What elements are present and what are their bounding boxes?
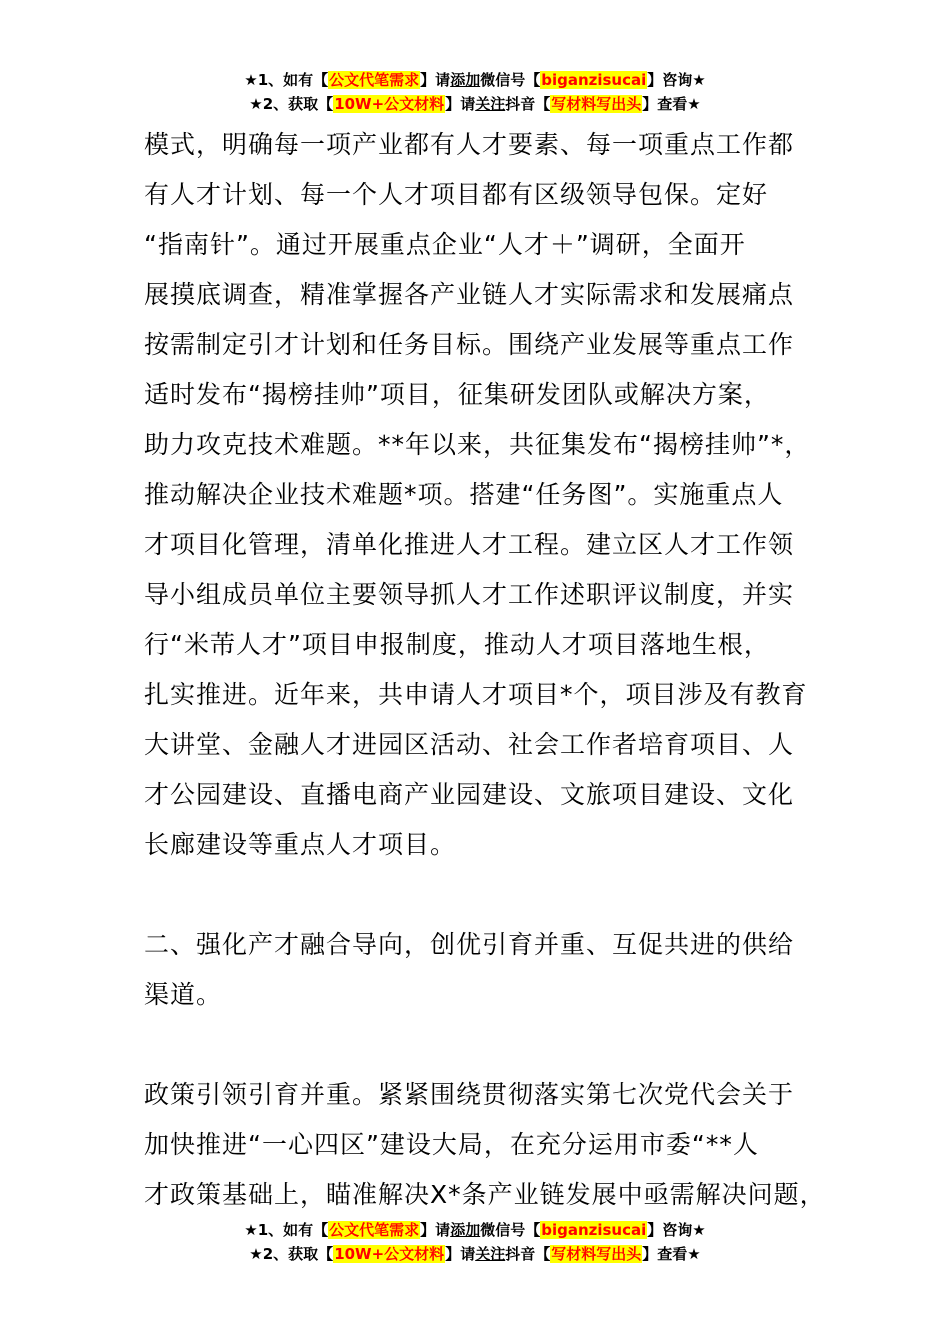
- heading-line: 渠道。: [144, 980, 223, 1009]
- body-line: 才政策基础上，瞄准解决X*条产业链发展中亟需解决问题，: [144, 1180, 826, 1209]
- body-line: 按需制定引才计划和任务目标。围绕产业发展等重点工作: [144, 330, 795, 359]
- paragraph-block-3: [144, 1070, 834, 1220]
- header-banner: [0, 68, 950, 116]
- banner-line-2: [0, 92, 950, 116]
- banner-text: ★1、如有【: [244, 1221, 329, 1239]
- body-line: “指南针”。通过开展重点企业“人才＋”调研，全面开: [144, 230, 746, 259]
- banner-highlight: 写材料写出头: [551, 1245, 642, 1263]
- banner-text: 】咨询★: [647, 1221, 706, 1239]
- body-line: 加快推进“一心四区”建设大局，在充分运用市委“**人: [144, 1130, 759, 1159]
- banner-text: 微信号【: [480, 71, 541, 89]
- paragraph-gap: [144, 870, 834, 920]
- banner-highlight: biganzisucai: [541, 71, 647, 89]
- section-heading: [144, 920, 834, 1020]
- banner-highlight: biganzisucai: [541, 1221, 647, 1239]
- body-line: 才项目化管理，清单化推进人才工程。建立区人才工作领: [144, 530, 795, 559]
- banner-highlight: 10W+公文材料: [334, 1245, 445, 1263]
- body-line: 行“米芾人才”项目申报制度，推动人才项目落地生根，: [144, 630, 770, 659]
- banner-line-1: [0, 68, 950, 92]
- banner-line-2: [0, 1242, 950, 1266]
- banner-text: 】请: [420, 1221, 451, 1239]
- banner-text: ★2、获取【: [249, 95, 334, 113]
- body-line: 模式，明确每一项产业都有人才要素、每一项重点工作都: [144, 130, 795, 159]
- banner-text: 】查看★: [642, 1245, 701, 1263]
- paragraph-block-1: [144, 120, 834, 870]
- banner-line-1: [0, 1218, 950, 1242]
- banner-text: 抖音【: [505, 95, 551, 113]
- banner-underline: 添加: [450, 71, 481, 89]
- body-line: 长廊建设等重点人才项目。: [144, 830, 457, 859]
- body-line: 推动解决企业技术难题*项。搭建“任务图”。实施重点人: [144, 480, 784, 509]
- body-line: 适时发布“揭榜挂帅”项目，征集研发团队或解决方案，: [144, 380, 770, 409]
- paragraph-gap: [144, 1020, 834, 1070]
- document-body: [144, 120, 834, 1220]
- banner-text: 】请: [445, 95, 476, 113]
- banner-text: 抖音【: [505, 1245, 551, 1263]
- body-line: 政策引领引育并重。紧紧围绕贯彻落实第七次党代会关于: [144, 1080, 795, 1109]
- banner-text: ★2、获取【: [249, 1245, 334, 1263]
- body-line: 助力攻克技术难题。**年以来，共征集发布“揭榜挂帅”*，: [144, 430, 811, 459]
- body-line: 展摸底调查，精准掌握各产业链人才实际需求和发展痛点: [144, 280, 795, 309]
- banner-text: 】请: [445, 1245, 476, 1263]
- banner-underline: 关注: [475, 1245, 506, 1263]
- body-line: 才公园建设、直播电商产业园建设、文旅项目建设、文化: [144, 780, 795, 809]
- body-line: 扎实推进。近年来，共申请人才项目*个，项目涉及有教育: [144, 680, 808, 709]
- banner-highlight: 10W+公文材料: [334, 95, 445, 113]
- body-line: 有人才计划、每一个人才项目都有区级领导包保。定好: [144, 180, 769, 209]
- banner-text: ★1、如有【: [244, 71, 329, 89]
- footer-banner: [0, 1218, 950, 1266]
- banner-text: 微信号【: [480, 1221, 541, 1239]
- heading-line: 二、强化产才融合导向，创优引育并重、互促共进的供给: [144, 930, 795, 959]
- body-line: 导小组成员单位主要领导抓人才工作述职评议制度，并实: [144, 580, 795, 609]
- body-line: 大讲堂、金融人才进园区活动、社会工作者培育项目、人: [144, 730, 795, 759]
- banner-underline: 关注: [475, 95, 506, 113]
- banner-highlight: 公文代笔需求: [329, 1221, 420, 1239]
- banner-text: 】查看★: [642, 95, 701, 113]
- banner-text: 】咨询★: [647, 71, 706, 89]
- banner-highlight: 写材料写出头: [551, 95, 642, 113]
- banner-highlight: 公文代笔需求: [329, 71, 420, 89]
- banner-text: 】请: [420, 71, 451, 89]
- banner-underline: 添加: [450, 1221, 481, 1239]
